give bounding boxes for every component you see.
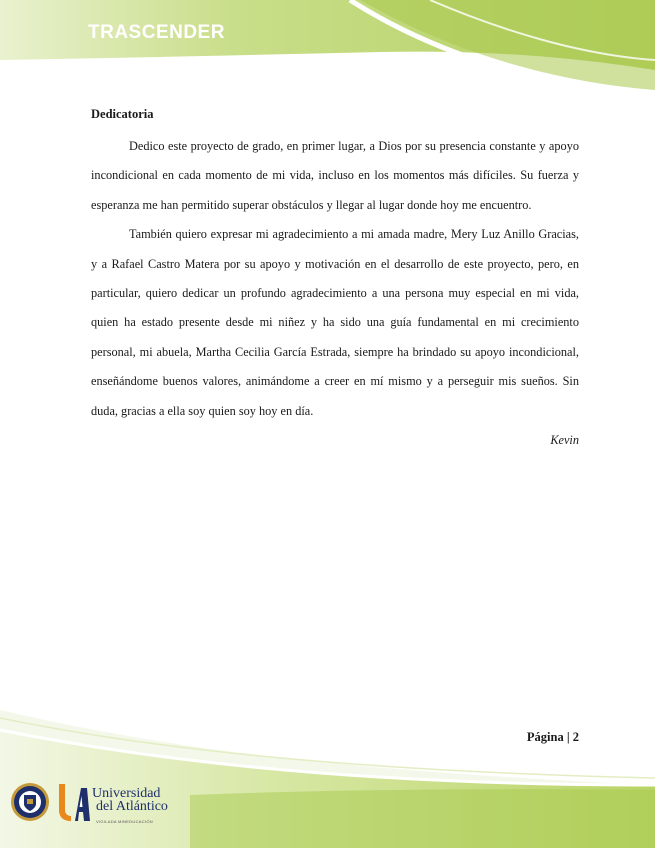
paragraph-1: Dedico este proyecto de grado, en primer lugar, a Dios por su presencia constante y apoyo incondicional en cada momento de mi vida, incluso en los momentos más difíciles. Su fuerza y esperanza me han permitido superar obstáculos y llegar al lugar donde hoy me encuentro. — [91, 139, 579, 212]
document-body — [91, 104, 579, 455]
university-name — [92, 787, 168, 828]
header-title: TRASCENDER — [88, 22, 225, 43]
university-subtitle: VIGILADA MINEDUCACIÓN — [96, 819, 153, 824]
university-logo-icon — [56, 780, 90, 822]
university-name-line1: Universidad — [92, 786, 161, 801]
signature: Kevin — [550, 433, 579, 448]
university-name-line2: del Atlántico — [96, 799, 168, 814]
page-number: Página | 2 — [526, 730, 579, 744]
header-banner — [0, 0, 655, 95]
section-heading: Dedicatoria — [91, 107, 154, 121]
paragraph-2: También quiero expresar mi agradecimiento a mi amada madre, Mery Luz Anillo Gracias, y a Rafael Castro Matera por su apoyo y motivación en el desarrollo de este proyecto, pero, en particular, quiero dedicar un profundo agradecimiento a una persona muy especial en mi vida, quien ha estado presente desde mi niñez y ha sido una guía fundamental en mi crecimiento personal, mi abuela, Martha Cecilia García Estrada, siempre ha brindado su apoyo incondicional, enseñándome buenos valores, animándome a creer en mí mismo y a perseguir mis sueños. Sin duda, gracias a ella soy quien soy hoy en día. — [91, 227, 579, 418]
university-seal-icon — [10, 782, 50, 822]
